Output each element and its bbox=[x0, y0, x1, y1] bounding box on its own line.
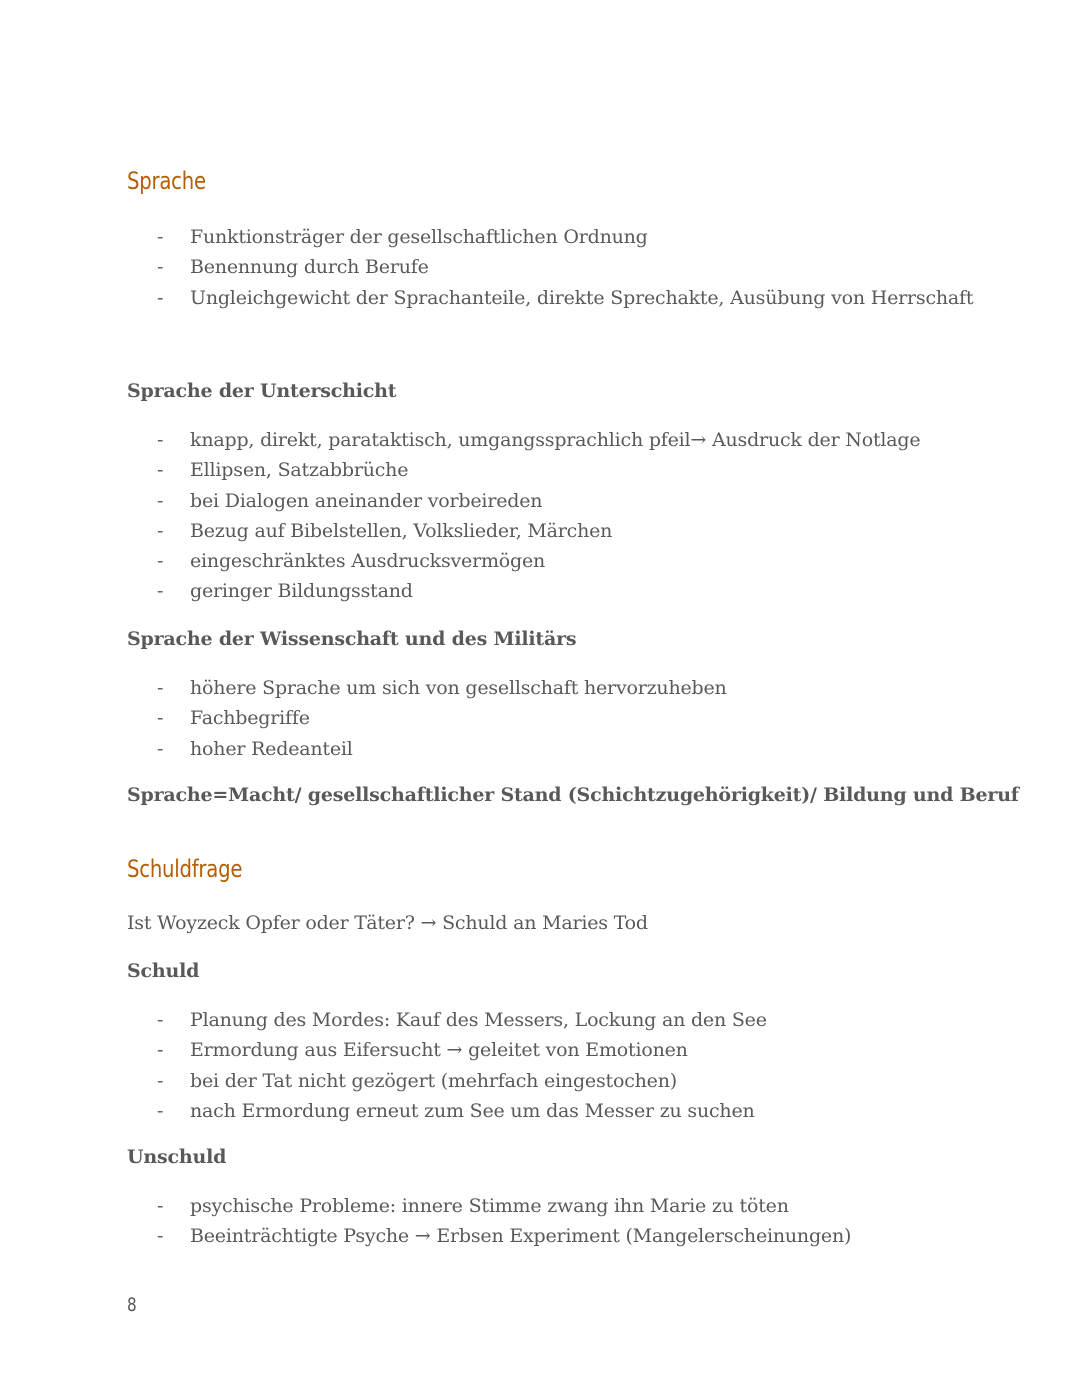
subheading-schuld: Schuld bbox=[127, 960, 200, 982]
list-item: - Ellipsen, Satzabbrüche bbox=[127, 455, 920, 485]
subheading-unschuld: Unschuld bbox=[127, 1146, 227, 1168]
section-title-sprache: Sprache bbox=[127, 167, 206, 195]
unschuld-list bbox=[127, 1191, 851, 1252]
section-title-schuldfrage: Schuldfrage bbox=[127, 855, 243, 883]
subheading-unterschicht: Sprache der Unterschicht bbox=[127, 380, 397, 402]
list-item: - Ungleichgewicht der Sprachanteile, direkte Sprechakte, Ausübung von Herrschaft bbox=[127, 283, 973, 313]
list-item: - höhere Sprache um sich von gesellschaft hervorzuheben bbox=[127, 673, 727, 703]
subheading-wissenschaft: Sprache der Wissenschaft und des Militärs bbox=[127, 628, 577, 650]
schuld-list bbox=[127, 1005, 767, 1126]
list-item: - geringer Bildungsstand bbox=[127, 576, 920, 606]
list-item: - Planung des Mordes: Kauf des Messers, Lockung an den See bbox=[127, 1005, 767, 1035]
list-item: - nach Ermordung erneut zum See um das Messer zu suchen bbox=[127, 1096, 767, 1126]
sprache-summary: Sprache=Macht/ gesellschaftlicher Stand (Schichtzugehörigkeit)/ Bildung und Beruf bbox=[127, 784, 1019, 806]
list-item: - Bezug auf Bibelstellen, Volkslieder, Märchen bbox=[127, 516, 920, 546]
list-item: - hoher Redeanteil bbox=[127, 734, 727, 764]
list-item: - Benennung durch Berufe bbox=[127, 252, 973, 282]
wissenschaft-list bbox=[127, 673, 727, 764]
list-item: - bei der Tat nicht gezögert (mehrfach eingestochen) bbox=[127, 1066, 767, 1096]
list-item: - Beeinträchtigte Psyche → Erbsen Experiment (Mangelerscheinungen) bbox=[127, 1221, 851, 1251]
list-item: - Funktionsträger der gesellschaftlichen Ordnung bbox=[127, 222, 973, 252]
unterschicht-list bbox=[127, 425, 920, 607]
list-item: - psychische Probleme: innere Stimme zwang ihn Marie zu töten bbox=[127, 1191, 851, 1221]
list-item: - eingeschränktes Ausdrucksvermögen bbox=[127, 546, 920, 576]
list-item: - knapp, direkt, parataktisch, umgangssprachlich pfeil→ Ausdruck der Notlage bbox=[127, 425, 920, 455]
schuldfrage-question: Ist Woyzeck Opfer oder Täter? → Schuld an Maries Tod bbox=[127, 912, 648, 934]
list-item: - Ermordung aus Eifersucht → geleitet von Emotionen bbox=[127, 1035, 767, 1065]
sprache-list bbox=[127, 222, 973, 313]
list-item: - Fachbegriffe bbox=[127, 703, 727, 733]
page-number: 8 bbox=[127, 1294, 137, 1316]
list-item: - bei Dialogen aneinander vorbeireden bbox=[127, 486, 920, 516]
